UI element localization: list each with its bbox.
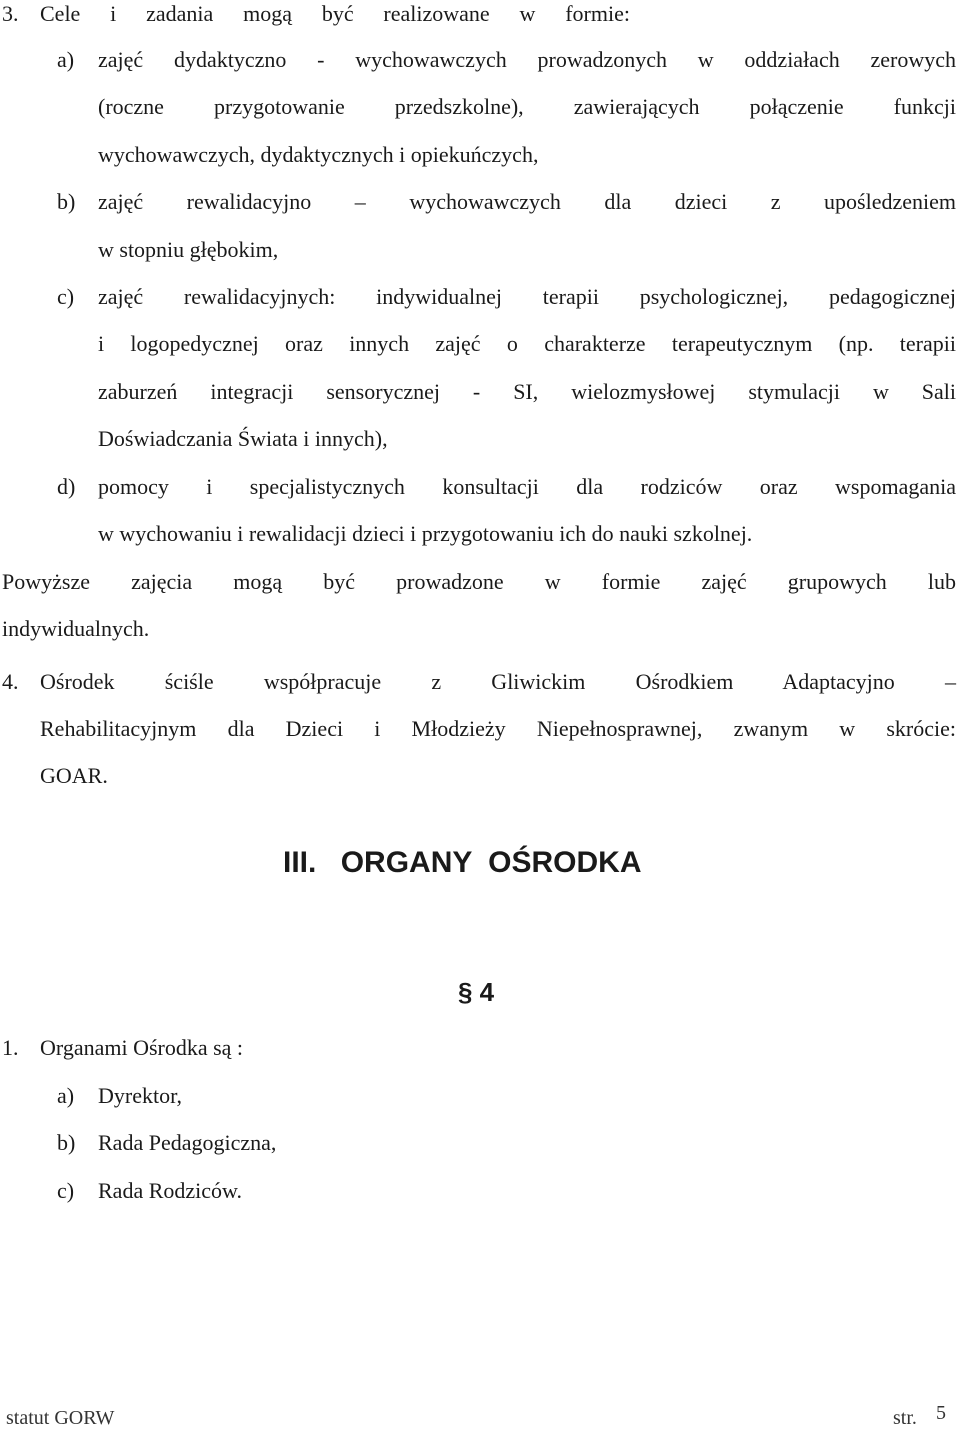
item-d-line-2 <box>0 522 960 546</box>
item-letter: a) <box>57 1083 75 1108</box>
organs-intro: Organami Ośrodka są : <box>40 1035 244 1060</box>
item-text-line: w stopniu głębokim, <box>98 237 279 262</box>
item-text-line: zajęć dydaktyczno - wychowawczych prowadzonych w oddziałach zerowych <box>98 47 956 72</box>
organ-item <box>0 1131 960 1155</box>
item-b-line-1 <box>0 190 960 214</box>
item-letter: b) <box>57 1130 76 1155</box>
item-text-line: zaburzeń integracji sensorycznej - SI, wielozmysłowej stymulacji w Sali <box>98 379 956 404</box>
closing-text-line: Powyższe zajęcia mogą być prowadzone w formie zajęć grupowych lub <box>2 569 956 594</box>
organ-name: Dyrektor, <box>98 1083 183 1108</box>
item-c-line-4 <box>0 427 960 451</box>
organs-number: 1. <box>2 1035 19 1060</box>
section-3-intro: Cele i zadania mogą być realizowane w formie: <box>40 1 630 26</box>
item-a-line-2 <box>0 95 960 119</box>
organs-intro-line <box>0 1036 960 1060</box>
organ-name: Rada Rodziców. <box>98 1178 242 1203</box>
footer-document-name: statut GORW <box>6 1407 115 1429</box>
item-d-line-1 <box>0 475 960 499</box>
section-4-number: 4. <box>2 669 19 694</box>
item-a-line-1 <box>0 48 960 72</box>
organ-name: Rada Pedagogiczna, <box>98 1130 277 1155</box>
section-3-number: 3. <box>2 1 19 26</box>
item-text-line: i logopedycznej oraz innych zajęć o charakterze terapeutycznym (np. terapii <box>98 331 956 356</box>
item-letter: b) <box>57 189 76 214</box>
chapter-heading <box>283 846 642 880</box>
item-letter: d) <box>57 474 76 499</box>
footer-page-number: 5 <box>936 1402 946 1424</box>
item-c-line-2 <box>0 332 960 356</box>
item-c-line-1 <box>0 285 960 309</box>
section-4-text-line: Rehabilitacyjnym dla Dzieci i Młodzieży Niepełnosprawnej, zwanym w skrócie: <box>40 716 956 741</box>
section-4-line-1 <box>0 670 960 694</box>
paragraph-mark: § 4 <box>458 977 495 1007</box>
item-c-line-3 <box>0 380 960 404</box>
item-text-line: wychowawczych, dydaktycznych i opiekuńczych, <box>98 142 539 167</box>
item-text-line: w wychowaniu i rewalidacji dzieci i przygotowaniu ich do nauki szkolnej. <box>98 521 753 546</box>
item-a-line-3 <box>0 143 960 167</box>
chapter-roman-numeral: III. <box>283 846 317 879</box>
section-4-line-3 <box>0 764 960 788</box>
closing-line-1 <box>0 570 960 594</box>
section-3-intro-line <box>0 2 960 26</box>
item-b-line-2 <box>0 238 960 262</box>
section-4-line-2 <box>0 717 960 741</box>
item-text-line: zajęć rewalidacyjno – wychowawczych dla dzieci z upośledzeniem <box>98 189 956 214</box>
item-text-line: Doświadczania Świata i innych), <box>98 426 388 451</box>
section-4-text-line: GOAR. <box>40 763 108 788</box>
organ-item <box>0 1084 960 1108</box>
item-letter: c) <box>57 1178 75 1203</box>
closing-text-line: indywidualnych. <box>2 616 150 641</box>
organ-item <box>0 1179 960 1203</box>
section-4-text-line: Ośrodek ściśle współpracuje z Gliwickim Ośrodkiem Adaptacyjno – <box>40 669 956 694</box>
chapter-title: ORGANY OŚRODKA <box>340 846 642 879</box>
item-text-line: pomocy i specjalistycznych konsultacji dla rodziców oraz wspomagania <box>98 474 956 499</box>
item-letter: c) <box>57 284 75 309</box>
item-text-line: (roczne przygotowanie przedszkolne), zawierających połączenie funkcji <box>98 94 956 119</box>
footer-page-label: str. <box>893 1407 917 1429</box>
item-text-line: zajęć rewalidacyjnych: indywidualnej terapii psychologicznej, pedagogicznej <box>98 284 956 309</box>
item-letter: a) <box>57 47 75 72</box>
closing-line-2 <box>0 617 960 641</box>
